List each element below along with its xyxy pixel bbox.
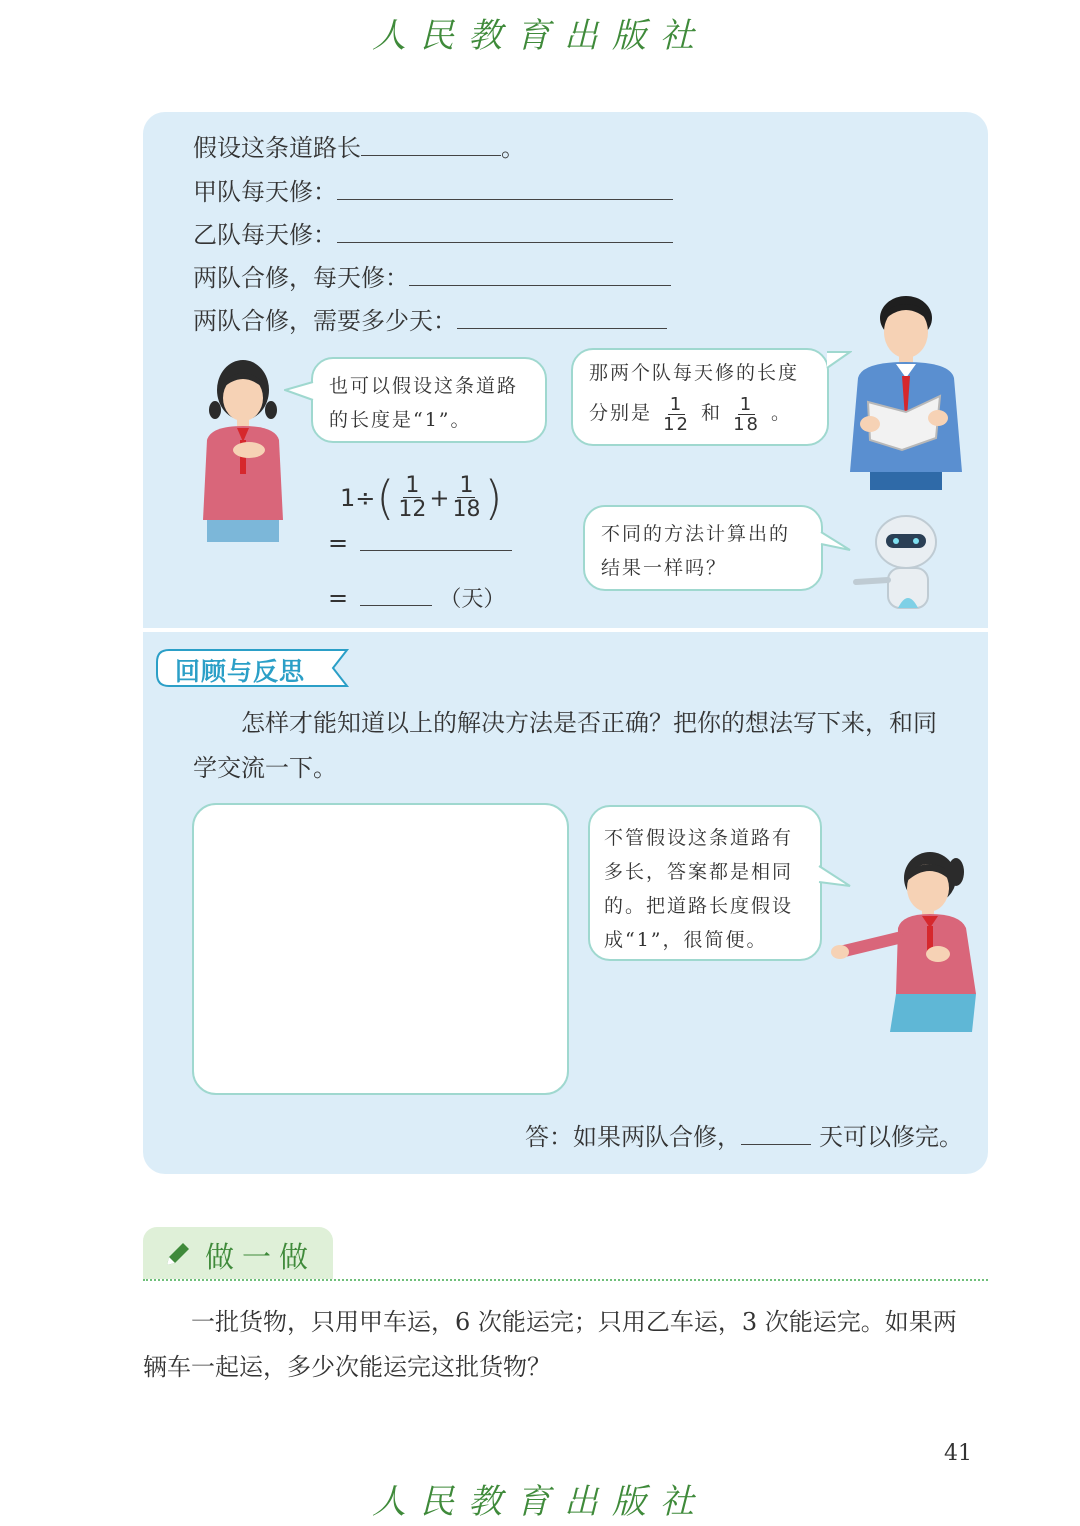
exercise-title: 做一做: [205, 1240, 317, 1274]
pencil-icon: [163, 1239, 193, 1269]
formula-line-3: [328, 582, 505, 613]
answer-blank[interactable]: [360, 583, 432, 606]
formula-line-1: [340, 470, 503, 525]
answer-blank[interactable]: [409, 263, 671, 286]
assume-line-1: [193, 128, 525, 163]
fraction-denominator: 18: [452, 497, 481, 522]
fraction-denominator: 12: [398, 497, 427, 522]
assume-line-4-label: 两队合修，每天修：: [193, 264, 409, 292]
formula-line-2: [328, 528, 512, 557]
paren-left: (: [376, 470, 395, 525]
speech-bubble-girl2: [588, 805, 822, 961]
boy-text-mid: 分别是: [589, 402, 653, 424]
fraction-1-18: [452, 474, 480, 521]
answer-blank[interactable]: [361, 133, 501, 156]
speech-bubble-boy-line2: [589, 390, 811, 436]
assume-line-5: [193, 301, 667, 336]
speech-bubble-robot: [583, 505, 823, 591]
speech-bubble-girl-text: 也可以假设这条道路的长度是“1”。: [329, 375, 519, 431]
boy-illustration: [840, 292, 972, 492]
assume-line-3: [193, 215, 673, 250]
formula-equals: =: [328, 584, 349, 612]
speech-bubble-girl2-text: 不管假设这条道路有多长，答案都是相同的。把道路长度假设成“1”，很简便。: [604, 827, 794, 951]
assume-line-2-label: 甲队每天修：: [193, 178, 337, 206]
review-section-tag: [155, 648, 345, 688]
fraction-denominator: 12: [663, 413, 690, 435]
exercise-line2: 辆车一起运，多少次能运完这批货物？: [143, 1353, 551, 1381]
answer-blank[interactable]: [360, 528, 512, 551]
girl-ponytail-illustration: [826, 848, 984, 1034]
exercise-tag: [143, 1227, 333, 1279]
exercise-line1: 一批货物，只用甲车运，6 次能运完；只用乙车运，3 次能运完。如果两: [191, 1308, 957, 1336]
fraction-1-18: [733, 395, 760, 434]
review-paragraph: [193, 701, 983, 791]
answer-blank[interactable]: [337, 220, 673, 243]
assume-line-5-label: 两队合修，需要多少天：: [193, 307, 457, 335]
fraction-denominator: 18: [733, 413, 760, 435]
answer-blank[interactable]: [457, 306, 667, 329]
bubble-tail: [284, 380, 314, 402]
page-number: 41: [944, 1441, 972, 1466]
speech-bubble-boy: [571, 348, 829, 446]
dotted-rule: [143, 1279, 988, 1281]
assume-line-3-label: 乙队每天修：: [193, 221, 337, 249]
publisher-header: 人民教育出版社: [372, 16, 708, 56]
formula-equals: =: [328, 529, 349, 557]
fraction-numerator: 1: [459, 473, 474, 498]
answer-blank[interactable]: [741, 1122, 811, 1145]
answer-sentence: [525, 1117, 963, 1152]
speech-bubble-boy-line1: 那两个队每天修的长度: [589, 362, 800, 384]
fraction-numerator: 1: [739, 393, 754, 415]
boy-text-end: 。: [771, 402, 793, 424]
speech-bubble-robot-text: 不同的方法计算出的结果一样吗？: [601, 523, 791, 579]
fraction-numerator: 1: [669, 393, 684, 415]
panel-divider: [143, 628, 988, 632]
review-title: 回顾与反思: [175, 657, 306, 686]
formula-lead: 1÷: [340, 483, 376, 512]
fraction-numerator: 1: [405, 473, 420, 498]
fraction-1-12: [398, 474, 426, 521]
answer-blank[interactable]: [337, 177, 673, 200]
assume-line-1-suffix: 。: [501, 134, 525, 162]
exercise-paragraph: [143, 1300, 993, 1390]
boy-text-and: 和: [701, 402, 723, 424]
assume-line-4: [193, 258, 671, 293]
review-paragraph-line1: 怎样才能知道以上的解决方法是否正确？把你的想法写下来，和同: [241, 709, 937, 737]
girl-illustration: [193, 352, 293, 544]
answer-writing-box[interactable]: [192, 803, 569, 1095]
robot-illustration: [848, 512, 946, 610]
assume-line-2: [193, 172, 673, 207]
formula-plus: +: [429, 483, 450, 512]
publisher-footer: 人民教育出版社: [372, 1482, 708, 1522]
review-paragraph-line2: 学交流一下。: [193, 754, 337, 782]
assume-line-1-label: 假设这条道路长: [193, 134, 361, 162]
answer-prefix: 答：如果两队合修，: [525, 1123, 741, 1151]
answer-suffix: 天可以修完。: [819, 1123, 963, 1151]
fraction-1-12: [663, 395, 690, 434]
speech-bubble-girl: [311, 357, 547, 443]
formula-unit: （天）: [439, 587, 506, 612]
paren-right: ): [484, 470, 503, 525]
